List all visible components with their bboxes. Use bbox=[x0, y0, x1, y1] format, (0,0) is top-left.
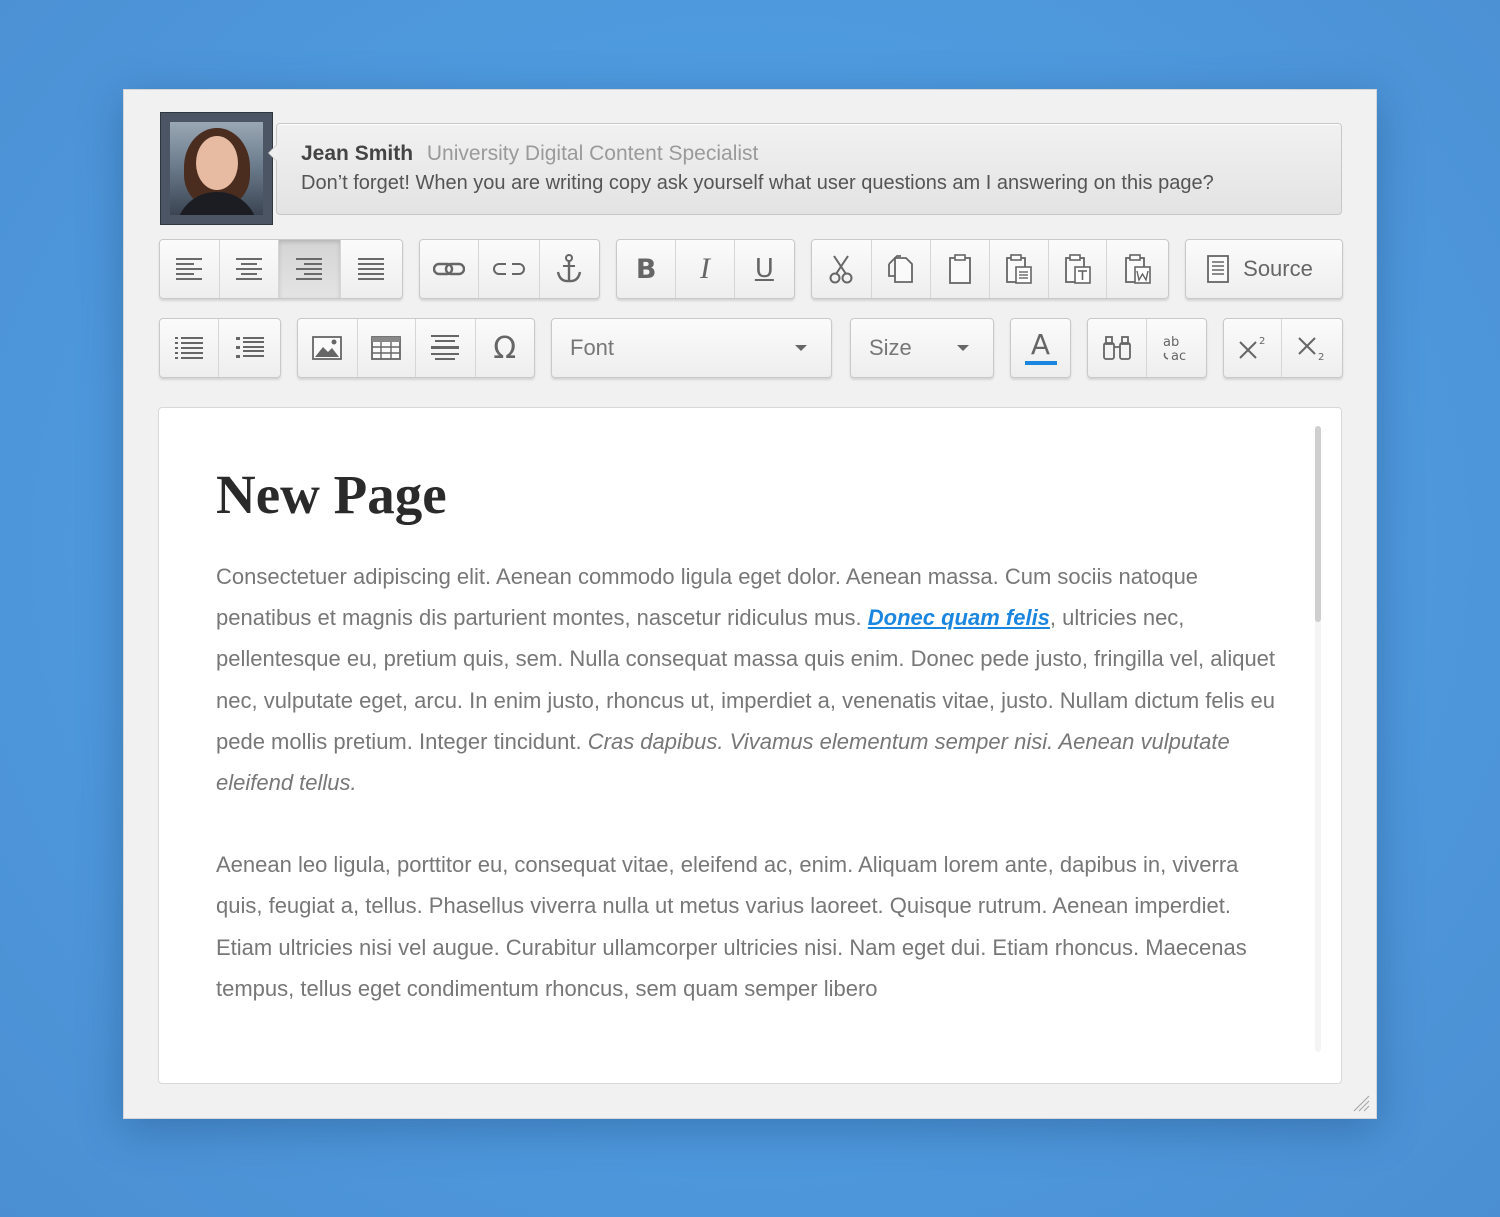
text-style-group bbox=[616, 239, 795, 299]
paste-template-icon bbox=[1064, 254, 1092, 284]
spellcheck-icon bbox=[1161, 333, 1193, 363]
link-icon bbox=[433, 261, 465, 277]
subscript-icon bbox=[1296, 334, 1328, 362]
size-label: Size bbox=[869, 335, 912, 360]
paste-template-button[interactable] bbox=[1049, 240, 1108, 298]
chevron-down-icon bbox=[795, 345, 807, 351]
size-dropdown[interactable] bbox=[850, 318, 994, 378]
paste-text-icon bbox=[1005, 254, 1033, 284]
image-icon bbox=[312, 336, 342, 360]
tip-message: Don’t forget! When you are writing copy ask yourself what user questions am I answering on this page? bbox=[301, 172, 1214, 194]
special-char-button[interactable] bbox=[476, 319, 535, 377]
font-dropdown[interactable] bbox=[551, 318, 832, 378]
inline-link[interactable]: Donec quam felis bbox=[867, 605, 1050, 631]
text-color-button[interactable] bbox=[1011, 319, 1070, 377]
source-document-icon bbox=[1207, 255, 1229, 283]
insert-group bbox=[297, 318, 535, 378]
chevron-down-icon bbox=[957, 345, 969, 351]
cut-button[interactable] bbox=[812, 240, 872, 298]
source-label: Source bbox=[1243, 256, 1313, 281]
svg-text:ac: ac bbox=[1170, 349, 1186, 363]
source-group bbox=[1185, 239, 1343, 299]
text-color-group bbox=[1010, 318, 1071, 378]
bold-button[interactable] bbox=[617, 240, 676, 298]
underline-button[interactable] bbox=[735, 240, 794, 298]
bold-icon: B bbox=[635, 253, 657, 285]
italic-icon: I bbox=[700, 252, 710, 285]
align-group bbox=[159, 239, 403, 299]
paragraph-1: Consectetuer adipiscing elit. Aenean commodo ligula eget dolor. Aenean massa. Cum sociis natoque penatibus et magnis dis parturient montes, nascetur ridiculus mus. Donec quam felis, ultricies nec, pellentesque eu, pretium quis, sem. Nulla consequat massa quis enim. Donec pede justo, fringilla vel, aliquet nec, vulputate eget, arcu. In enim justo, rhoncus ut, imperdiet a, venenatis vitae, justo. Nullam dictum felis eu pede mollis pretium. Integer tincidunt. Cras dapibus. Vivamus elementum semper nisi. Aenean vulputate eleifend tellus. bbox=[216, 564, 1276, 796]
list-group bbox=[159, 318, 281, 378]
anchor-button[interactable] bbox=[540, 240, 599, 298]
text-color-bar bbox=[1025, 361, 1057, 365]
superscript-icon bbox=[1237, 334, 1269, 362]
find-button[interactable] bbox=[1088, 319, 1147, 377]
paste-word-icon bbox=[1124, 254, 1152, 284]
source-button[interactable] bbox=[1186, 240, 1342, 298]
paste-word-button[interactable] bbox=[1107, 240, 1168, 298]
script-group bbox=[1223, 318, 1343, 378]
avatar bbox=[160, 112, 273, 225]
paste-icon bbox=[948, 254, 972, 284]
insert-image-button[interactable] bbox=[298, 319, 358, 377]
size-select[interactable] bbox=[851, 319, 993, 377]
horizontal-rule-button[interactable] bbox=[416, 319, 476, 377]
spellcheck-button[interactable] bbox=[1147, 319, 1206, 377]
paste-text-button[interactable] bbox=[990, 240, 1049, 298]
align-justify-button[interactable] bbox=[341, 240, 402, 298]
page-title: New Page bbox=[216, 464, 447, 525]
align-center-button[interactable] bbox=[220, 240, 280, 298]
link-group bbox=[419, 239, 600, 299]
tip-bubble bbox=[276, 123, 1342, 215]
find-icon bbox=[1102, 335, 1132, 361]
align-left-icon bbox=[176, 258, 202, 280]
numbered-list-icon bbox=[175, 336, 203, 360]
align-right-button[interactable] bbox=[279, 240, 341, 298]
svg-text:2: 2 bbox=[1258, 336, 1265, 347]
numbered-list-button[interactable] bbox=[160, 319, 219, 377]
italic-button[interactable] bbox=[676, 240, 734, 298]
editor-content-area[interactable] bbox=[158, 407, 1342, 1084]
copy-button[interactable] bbox=[872, 240, 932, 298]
table-icon bbox=[371, 336, 401, 360]
avatar-photo bbox=[170, 122, 263, 215]
paragraph-2: Aenean leo ligula, porttitor eu, consequat vitae, eleifend ac, enim. Aliquam lorem ante, dapibus in, viverra quis, feugiat a, tellus. Phasellus viverra nulla ut metus varius laoreet. Quisque rutrum. Aenean imperdiet. Etiam ultricies nisi vel augue. Curabitur ullamcorper ultricies nisi. Nam eget dui. Etiam rhoncus. Maecenas tempus, tellus eget condimentum rhoncus, sem quam semper libero bbox=[216, 852, 1247, 1001]
font-select[interactable] bbox=[552, 319, 831, 377]
copy-icon bbox=[887, 254, 915, 284]
align-left-button[interactable] bbox=[160, 240, 220, 298]
insert-table-button[interactable] bbox=[358, 319, 417, 377]
superscript-button[interactable] bbox=[1224, 319, 1282, 377]
bulleted-list-icon bbox=[236, 336, 264, 360]
document-content[interactable] bbox=[216, 460, 1276, 1050]
font-label: Font bbox=[570, 335, 615, 360]
scrollbar-thumb[interactable] bbox=[1315, 426, 1321, 622]
underline-icon: U bbox=[754, 254, 774, 284]
user-role: University Digital Content Specialist bbox=[426, 142, 759, 165]
clipboard-group bbox=[811, 239, 1169, 299]
subscript-button[interactable] bbox=[1282, 319, 1342, 377]
link-button[interactable] bbox=[420, 240, 479, 298]
align-right-icon bbox=[296, 258, 322, 280]
editor-window bbox=[123, 89, 1377, 1119]
cut-icon bbox=[828, 254, 854, 284]
user-name: Jean Smith bbox=[301, 142, 414, 165]
align-center-icon bbox=[236, 258, 262, 280]
unlink-button[interactable] bbox=[479, 240, 539, 298]
find-group bbox=[1087, 318, 1207, 378]
special-char-icon: Ω bbox=[493, 330, 517, 366]
align-justify-icon bbox=[358, 258, 384, 280]
anchor-icon bbox=[556, 254, 582, 284]
svg-text:ab: ab bbox=[1162, 335, 1179, 350]
svg-text:2: 2 bbox=[1318, 352, 1325, 362]
unlink-icon bbox=[493, 261, 525, 277]
paste-button[interactable] bbox=[931, 240, 990, 298]
horizontal-rule-icon bbox=[431, 334, 459, 362]
bulleted-list-button[interactable] bbox=[219, 319, 280, 377]
text-color-icon: A bbox=[1030, 328, 1051, 361]
resize-handle-icon[interactable] bbox=[1350, 1092, 1370, 1112]
scrollbar[interactable] bbox=[1315, 426, 1321, 1052]
